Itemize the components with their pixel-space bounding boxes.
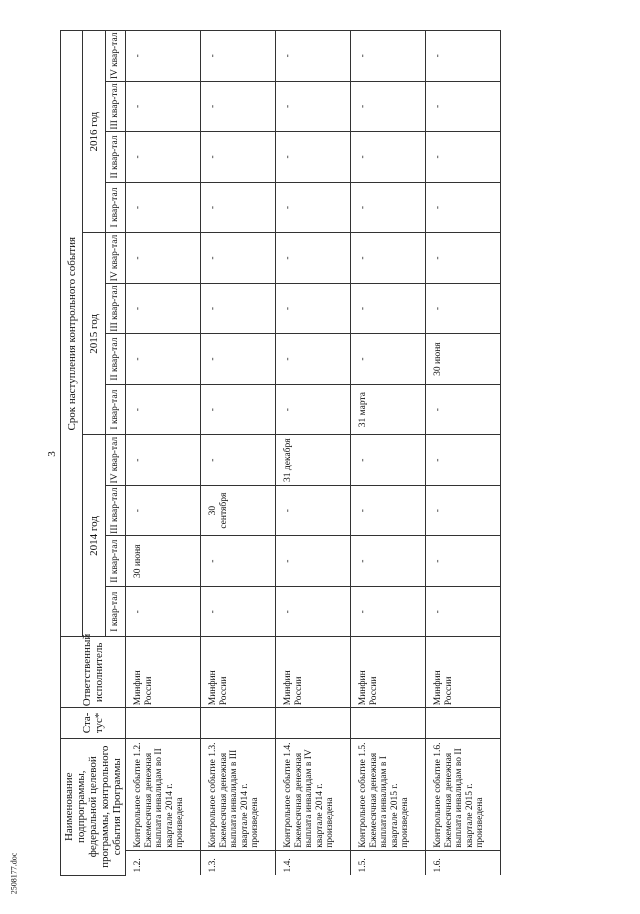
deadline-date: 30 июня [426,334,501,385]
table-row [351,31,426,876]
header-name: Наименование подпрограммы, федеральной целевой программы, контрольного события Программы [61,738,126,875]
empty-cell: - [201,233,276,284]
empty-cell: - [276,384,351,435]
empty-cell: - [351,31,426,82]
deadline-date: 31 декабря [276,435,351,486]
row-number: 1.3. [201,850,276,875]
event-status [276,708,351,738]
header-quarter: II квар-тал [105,334,125,385]
header-quarter: IV квар-тал [105,31,125,82]
event-name: Контрольное событие 1.3. Ежемесячная денежная выплата инвалидам в III квартале 2014 г. произведена [201,738,276,850]
empty-cell: - [126,233,201,284]
table-row [201,31,276,876]
event-name: Контрольное событие 1.5. Ежемесячная денежная выплата инвалидам в I квартале 2015 г. произведена [351,738,426,850]
header-year-2014: 2014 год [83,435,105,637]
row-number: 1.6. [426,850,501,875]
empty-cell: - [351,536,426,587]
event-executor: Минфин России [426,637,501,708]
empty-cell: - [276,536,351,587]
empty-cell: - [426,132,501,183]
empty-cell: - [351,132,426,183]
header-quarter: II квар-тал [105,132,125,183]
table-row [126,31,201,876]
empty-cell: - [126,485,201,536]
empty-cell: - [126,283,201,334]
row-number: 1.4. [276,850,351,875]
empty-cell: - [351,485,426,536]
table-row [276,31,351,876]
header-deadline: Срок наступления контрольного события [61,31,83,638]
table-row [426,31,501,876]
empty-cell: - [276,334,351,385]
event-executor: Минфин России [276,637,351,708]
header-quarter: IV квар-тал [105,233,125,284]
event-name: Контрольное событие 1.2. Ежемесячная денежная выплата инвалидам во II квартале 2014 г. произведена [126,738,201,850]
header-quarter: III квар-тал [105,81,125,132]
empty-cell: - [351,586,426,637]
header-year-2015: 2015 год [83,233,105,435]
empty-cell: - [126,81,201,132]
empty-cell: - [126,182,201,233]
header-executor: Ответственный исполнитель [61,637,126,708]
empty-cell: - [201,283,276,334]
empty-cell: - [201,536,276,587]
empty-cell: - [276,283,351,334]
event-name: Контрольное событие 1.6. Ежемесячная денежная выплата инвалидам во II квартале 2015 г. произведена [426,738,501,850]
empty-cell: - [426,485,501,536]
empty-cell: - [426,31,501,82]
empty-cell: - [276,81,351,132]
header-quarter: I квар-тал [105,182,125,233]
control-events-table [60,30,501,876]
empty-cell: - [426,283,501,334]
empty-cell: - [126,384,201,435]
empty-cell: - [351,334,426,385]
empty-cell: - [126,132,201,183]
empty-cell: - [426,182,501,233]
event-status [426,708,501,738]
empty-cell: - [351,182,426,233]
row-number: 1.2. [126,850,201,875]
empty-cell: - [351,81,426,132]
empty-cell: - [426,233,501,284]
empty-cell: - [201,586,276,637]
event-executor: Минфин России [351,637,426,708]
document-id: 2508177.doc [9,852,19,895]
empty-cell: - [201,31,276,82]
empty-cell: - [426,586,501,637]
empty-cell: - [276,182,351,233]
header-quarter: III квар-тал [105,283,125,334]
empty-cell: - [276,586,351,637]
header-year-2016: 2016 год [83,31,105,233]
row-number: 1.5. [351,850,426,875]
empty-cell: - [201,182,276,233]
deadline-date: 30 сентября [201,485,276,536]
empty-cell: - [426,81,501,132]
event-status [126,708,201,738]
header-quarter: II квар-тал [105,536,125,587]
event-status [351,708,426,738]
empty-cell: - [351,233,426,284]
event-executor: Минфин России [201,637,276,708]
empty-cell: - [351,435,426,486]
empty-cell: - [126,334,201,385]
header-quarter: IV квар-тал [105,435,125,486]
empty-cell: - [126,31,201,82]
empty-cell: - [201,81,276,132]
event-status [201,708,276,738]
empty-cell: - [426,536,501,587]
empty-cell: - [201,334,276,385]
empty-cell: - [201,384,276,435]
deadline-date: 31 марта [351,384,426,435]
page-number: 3 [46,451,58,457]
event-name: Контрольное событие 1.4. Ежемесячная денежная выплата инвалидам в IV квартале 2014 г. произведена [276,738,351,850]
empty-cell: - [276,31,351,82]
empty-cell: - [126,435,201,486]
empty-cell: - [426,384,501,435]
empty-cell: - [351,283,426,334]
empty-cell: - [201,132,276,183]
header-status: Ста-тус* [61,708,126,738]
rotated-table-container [60,30,630,876]
event-executor: Минфин России [126,637,201,708]
empty-cell: - [276,233,351,284]
header-quarter: I квар-тал [105,586,125,637]
header-quarter: III квар-тал [105,485,125,536]
empty-cell: - [276,485,351,536]
empty-cell: - [276,132,351,183]
empty-cell: - [126,586,201,637]
empty-cell: - [426,435,501,486]
deadline-date: 30 июня [126,536,201,587]
header-quarter: I квар-тал [105,384,125,435]
empty-cell: - [201,435,276,486]
